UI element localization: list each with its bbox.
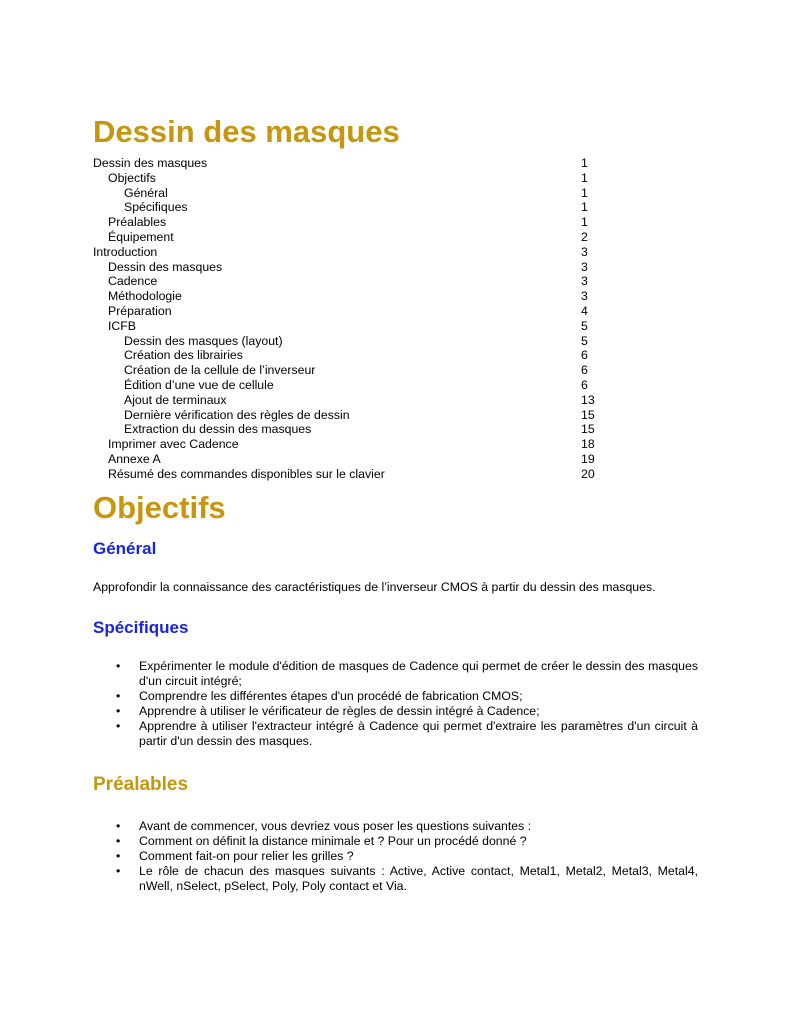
toc-entry-page: 1 (581, 200, 588, 215)
toc-entry-label: Dessin des masques (93, 156, 208, 170)
toc-entry-page: 2 (581, 229, 588, 244)
list-item (93, 659, 698, 689)
toc-entry[interactable] (93, 171, 603, 186)
toc-entry[interactable] (93, 348, 603, 363)
toc-entry[interactable] (93, 452, 603, 467)
subsection-heading-prealables: Préalables (93, 774, 189, 795)
toc-entry-page: 3 (581, 274, 588, 289)
toc-entry-label: Dessin des masques (108, 259, 223, 274)
list-item-text: Comment on définit la distance minimale et ? Pour un procédé donné ? (139, 834, 527, 848)
list-item-text: Apprendre à utiliser l'extracteur intégré à Cadence qui permet d'extraire les paramètres d'un circuit à partir d'un dessin des masques. (139, 719, 698, 748)
toc-entry-label: Général (124, 185, 168, 200)
toc-entry[interactable] (93, 319, 603, 334)
bullet-icon: • (116, 719, 121, 733)
toc-entry[interactable] (93, 186, 603, 201)
toc-entry-label: Objectifs (108, 170, 156, 185)
toc-entry-page: 3 (581, 259, 588, 274)
bullet-icon: • (116, 834, 121, 848)
toc-entry-page: 3 (581, 289, 588, 304)
toc-entry[interactable] (93, 230, 603, 245)
toc-entry-page: 3 (581, 244, 588, 259)
list-item-text: Apprendre à utiliser le vérificateur de règles de dessin intégré à Cadence; (139, 704, 540, 718)
toc-entry[interactable] (93, 245, 603, 260)
toc-entry-label: Résumé des commandes disponibles sur le clavier (108, 466, 385, 481)
bullet-icon: • (116, 659, 121, 673)
list-item-text: Expérimenter le module d'édition de masques de Cadence qui permet de créer le dessin des masques d'un circuit intégré; (139, 659, 698, 688)
section-heading-objectifs: Objectifs (93, 490, 226, 525)
list-item (93, 704, 698, 719)
list-item (93, 864, 698, 894)
list-item (93, 834, 698, 849)
list-item-text: Comprendre les différentes étapes d'un procédé de fabrication CMOS; (139, 689, 523, 703)
toc-entry-page: 20 (581, 466, 595, 481)
general-paragraph: Approfondir la connaissance des caractéristiques de l’inverseur CMOS à partir du dessin des masques. (93, 580, 656, 594)
toc-entry[interactable] (93, 422, 603, 437)
toc-entry-label: Édition d’une vue de cellule (124, 377, 274, 392)
toc-entry-page: 18 (581, 437, 595, 452)
toc-entry-label: Création des librairies (124, 348, 243, 363)
toc-entry[interactable] (93, 334, 603, 349)
bullet-icon: • (116, 819, 121, 833)
list-item-text: Le rôle de chacun des masques suivants : Active, Active contact, Metal1, Metal2, Metal3, Metal4, nWell, nSelect, pSelect, Poly, Poly contact et Via. (139, 864, 698, 893)
bullet-icon: • (116, 704, 121, 718)
toc-entry[interactable] (93, 363, 603, 378)
toc-entry[interactable] (93, 289, 603, 304)
toc-entry-page: 5 (581, 318, 588, 333)
toc-entry-label: Spécifiques (124, 200, 188, 215)
toc-entry-label: Dessin des masques (layout) (124, 333, 283, 348)
list-item-text: Comment fait-on pour relier les grilles ? (139, 849, 354, 863)
toc-entry-label: Imprimer avec Cadence (108, 437, 239, 452)
toc-entry-label: Équipement (108, 229, 174, 244)
toc-entry[interactable] (93, 260, 603, 275)
prealables-list (93, 819, 698, 894)
subsection-heading-specifiques: Spécifiques (93, 618, 189, 637)
toc-entry-page: 15 (581, 407, 595, 422)
toc-entry[interactable] (93, 408, 603, 423)
toc-entry-label: Dernière vérification des règles de dessin (124, 407, 350, 422)
toc-entry-page: 6 (581, 363, 588, 378)
list-item (93, 849, 698, 864)
toc-entry[interactable] (93, 378, 603, 393)
bullet-icon: • (116, 864, 121, 878)
toc-entry-page: 4 (581, 303, 588, 318)
toc-entry-page: 5 (581, 333, 588, 348)
bullet-icon: • (116, 849, 121, 863)
toc-entry[interactable] (93, 215, 603, 230)
toc-entry-label: Ajout de terminaux (124, 392, 227, 407)
toc-entry-label: Extraction du dessin des masques (124, 422, 312, 437)
toc-entry-page: 19 (581, 451, 595, 466)
bullet-icon: • (116, 689, 121, 703)
toc-entry-page: 6 (581, 377, 588, 392)
toc-entry-label: Annexe A (108, 451, 161, 466)
toc-entry-page: 13 (581, 392, 595, 407)
toc-entry[interactable] (93, 393, 603, 408)
toc-entry-label: Préparation (108, 303, 172, 318)
toc-entry-label: Méthodologie (108, 289, 182, 304)
toc-entry-page: 1 (581, 156, 588, 170)
list-item (93, 819, 698, 834)
toc-entry[interactable] (93, 156, 603, 171)
list-item (93, 719, 698, 749)
toc-entry[interactable] (93, 274, 603, 289)
document-title: Dessin des masques (93, 114, 400, 149)
subsection-heading-general: Général (93, 539, 157, 558)
toc-entry-label: Création de la cellule de l’inverseur (124, 363, 316, 378)
list-item-text: Avant de commencer, vous devriez vous poser les questions suivantes : (139, 819, 532, 833)
toc-entry[interactable] (93, 467, 603, 482)
toc-entry-page: 1 (581, 185, 588, 200)
toc-entry-label: Cadence (108, 274, 158, 289)
toc-entry-page: 6 (581, 348, 588, 363)
toc-entry[interactable] (93, 200, 603, 215)
table-of-contents (93, 156, 603, 482)
toc-entry[interactable] (93, 304, 603, 319)
toc-entry-page: 1 (581, 215, 588, 230)
toc-entry-label: Introduction (93, 244, 158, 259)
toc-entry-label: Préalables (108, 215, 167, 230)
toc-entry-page: 15 (581, 422, 595, 437)
toc-entry[interactable] (93, 437, 603, 452)
toc-entry-page: 1 (581, 170, 588, 185)
list-item (93, 689, 698, 704)
toc-entry-label: ICFB (108, 318, 137, 333)
specifiques-list (93, 659, 698, 749)
